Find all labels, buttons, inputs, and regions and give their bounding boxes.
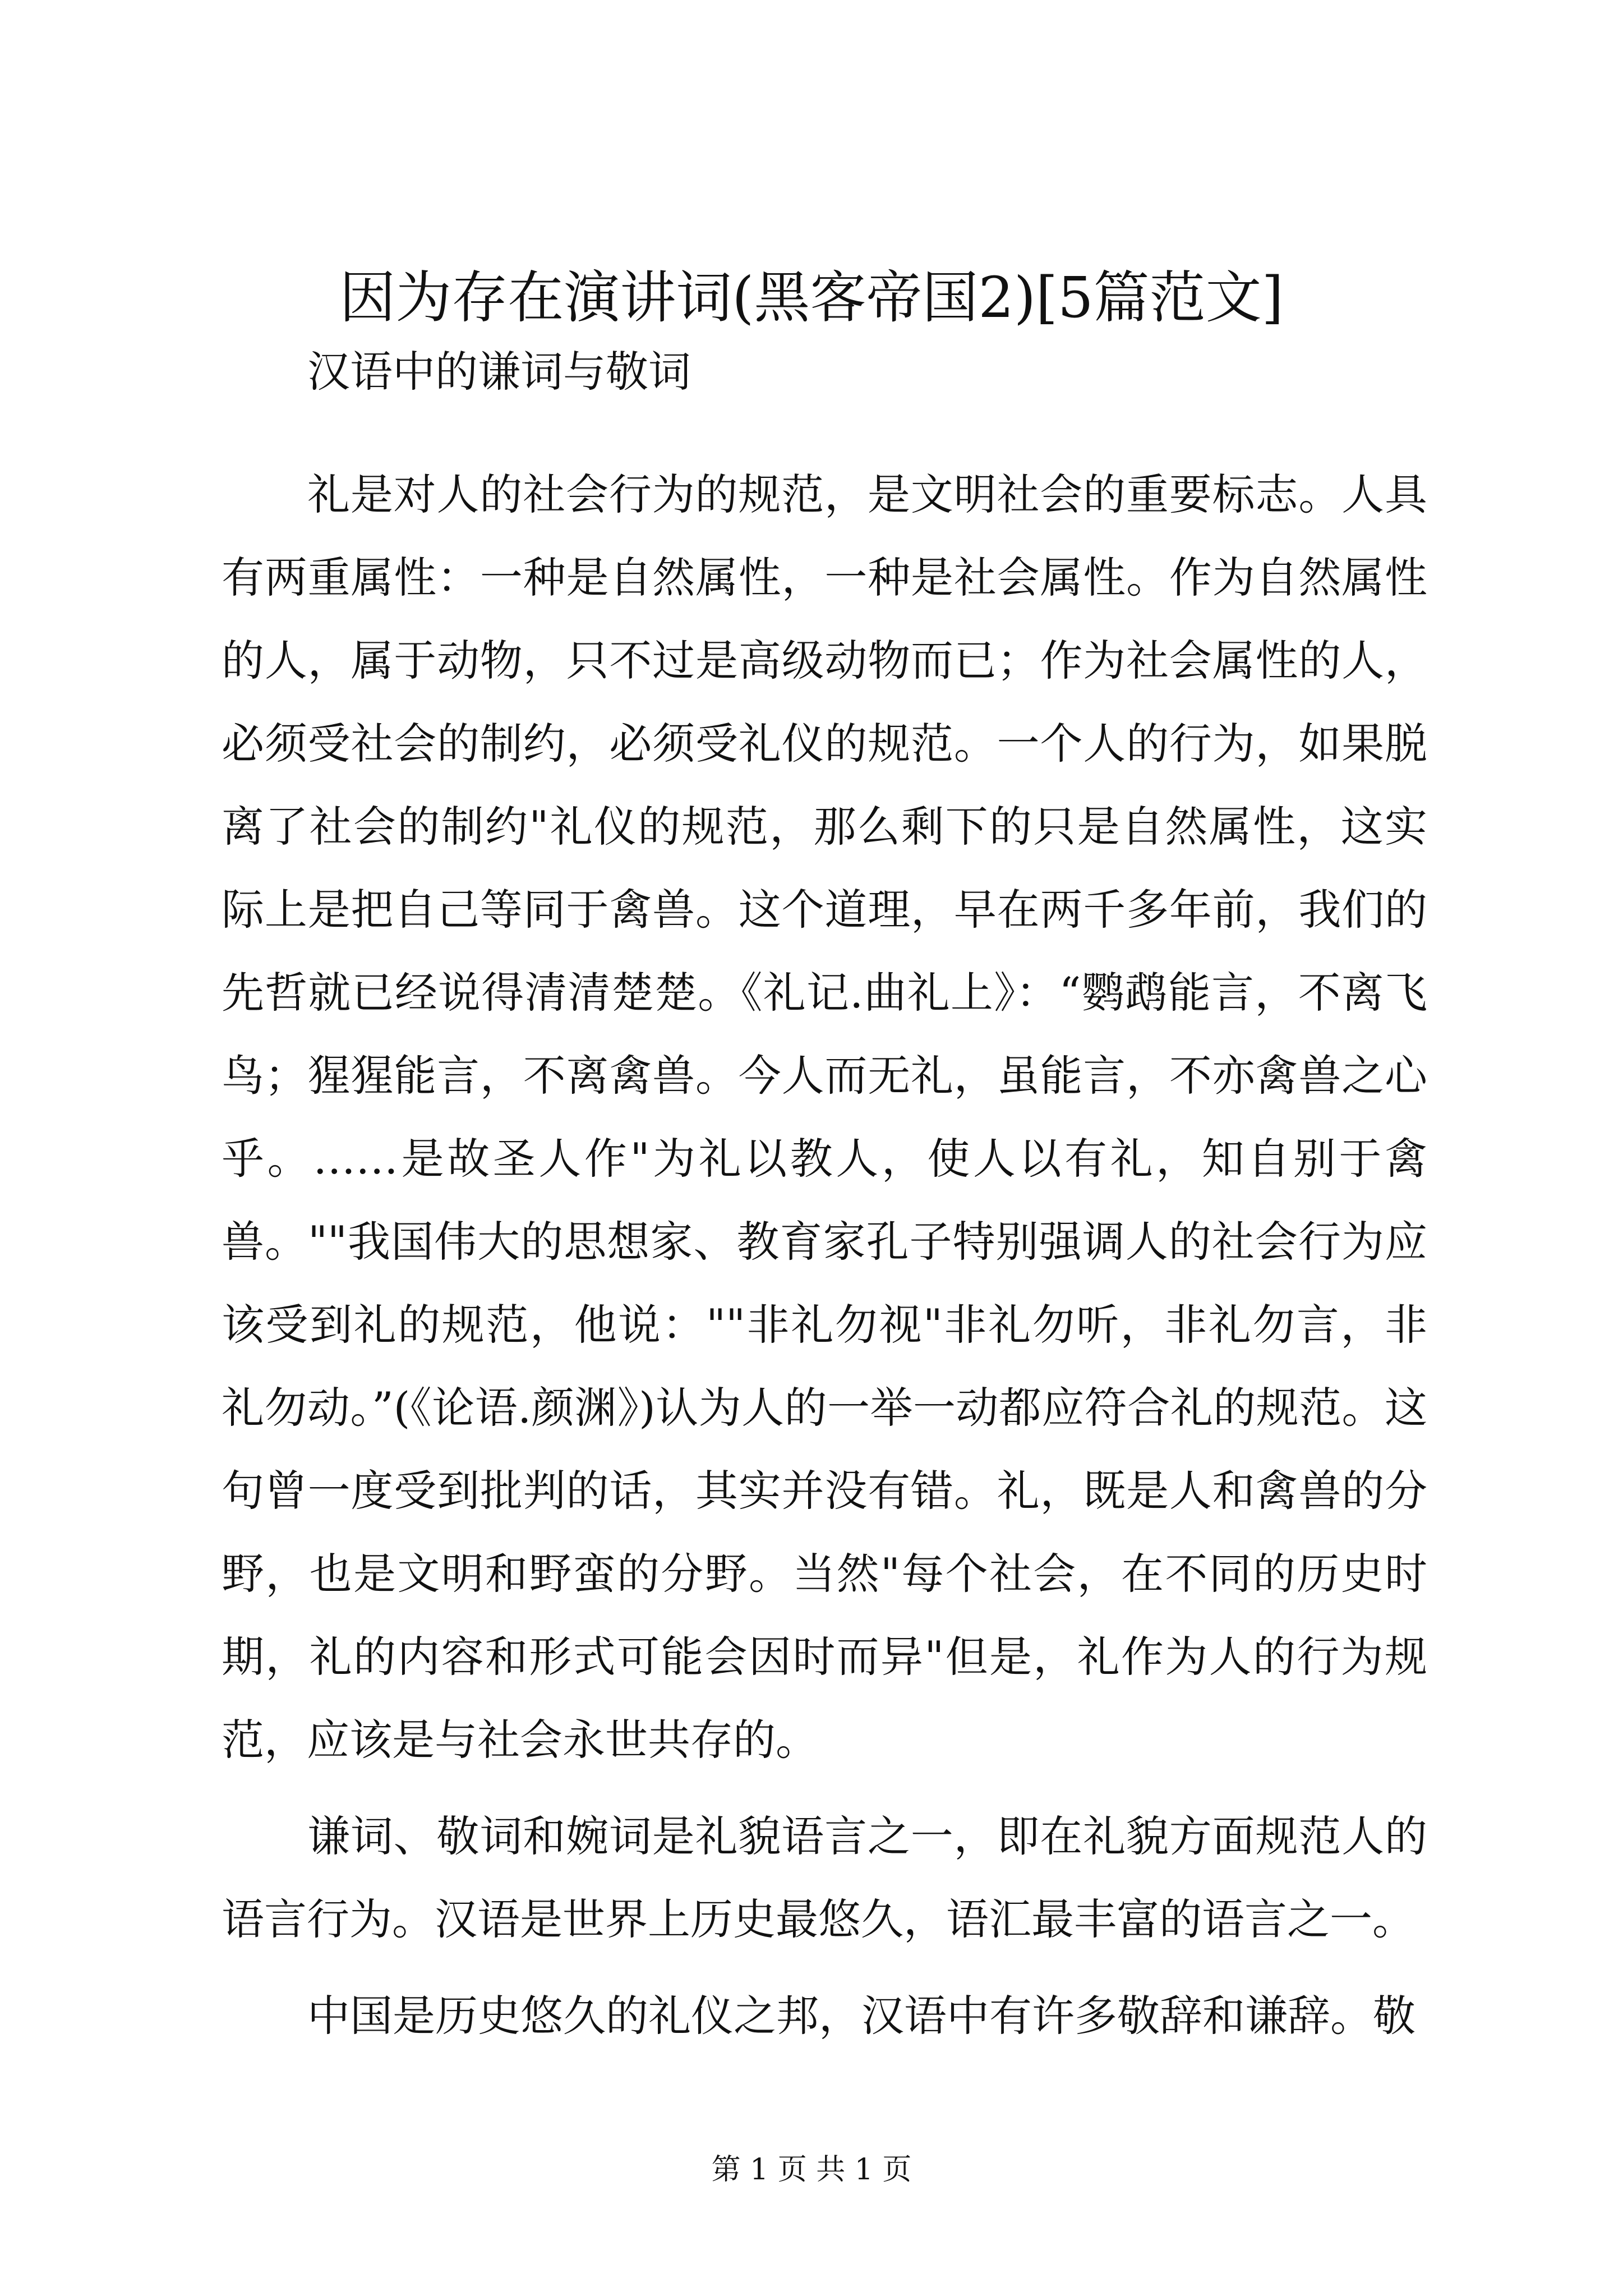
- paragraph-1: 礼是对人的社会行为的规范，是文明社会的重要标志。人具有两重属性：一种是自然属性，一种是社会属性。作为自然属性的人，属于动物，只不过是高级动物而已；作为社会属性的人，必须受社会的制约，必须受礼仪的规范。一个人的行为，如果脱离了社会的制约"礼仪的规范，那么剩下的只是自然属性，这实际上是把自己等同于禽兽。这个道理，早在两千多年前，我们的先哲就已经说得清清楚楚。《礼记.曲礼上》：“鹦鹉能言，不离飞鸟；猩猩能言，不离禽兽。今人而无礼，虽能言，不亦禽兽之心乎。……是故圣人作"为礼以教人，使人以有礼，知自别于禽兽。""我国伟大的思想家、教育家孔子特别强调人的社会行为应该受到礼的规范，他说：""非礼勿视"非礼勿听，非礼勿言，非礼勿动。”(《论语.颜渊》)认为人的一举一动都应符合礼的规范。这句曾一度受到批判的话，其实并没有错。礼，既是人和禽兽的分野，也是文明和野蛮的分野。当然"每个社会，在不同的历史时期，礼的内容和形式可能会因时而异"但是，礼作为人的行为规范，应该是与社会永世共存的。: [222, 470, 1427, 1765]
- paragraph-2: 谦词、敬词和婉词是礼貌语言之一，即在礼貌方面规范人的语言行为。汉语是世界上历史最悠久，语汇最丰富的语言之一。: [222, 1811, 1427, 1944]
- page-footer: 第 1 页 共 1 页: [711, 2153, 912, 2187]
- paragraph-3: 中国是历史悠久的礼仪之邦，汉语中有许多敬辞和谦辞。敬: [307, 1991, 1415, 2041]
- document-subtitle: 汉语中的谦词与敬词: [307, 347, 691, 397]
- document-title: 因为存在演讲词(黑客帝国2)[5篇范文]: [339, 265, 1284, 330]
- document-body: [222, 453, 1427, 2071]
